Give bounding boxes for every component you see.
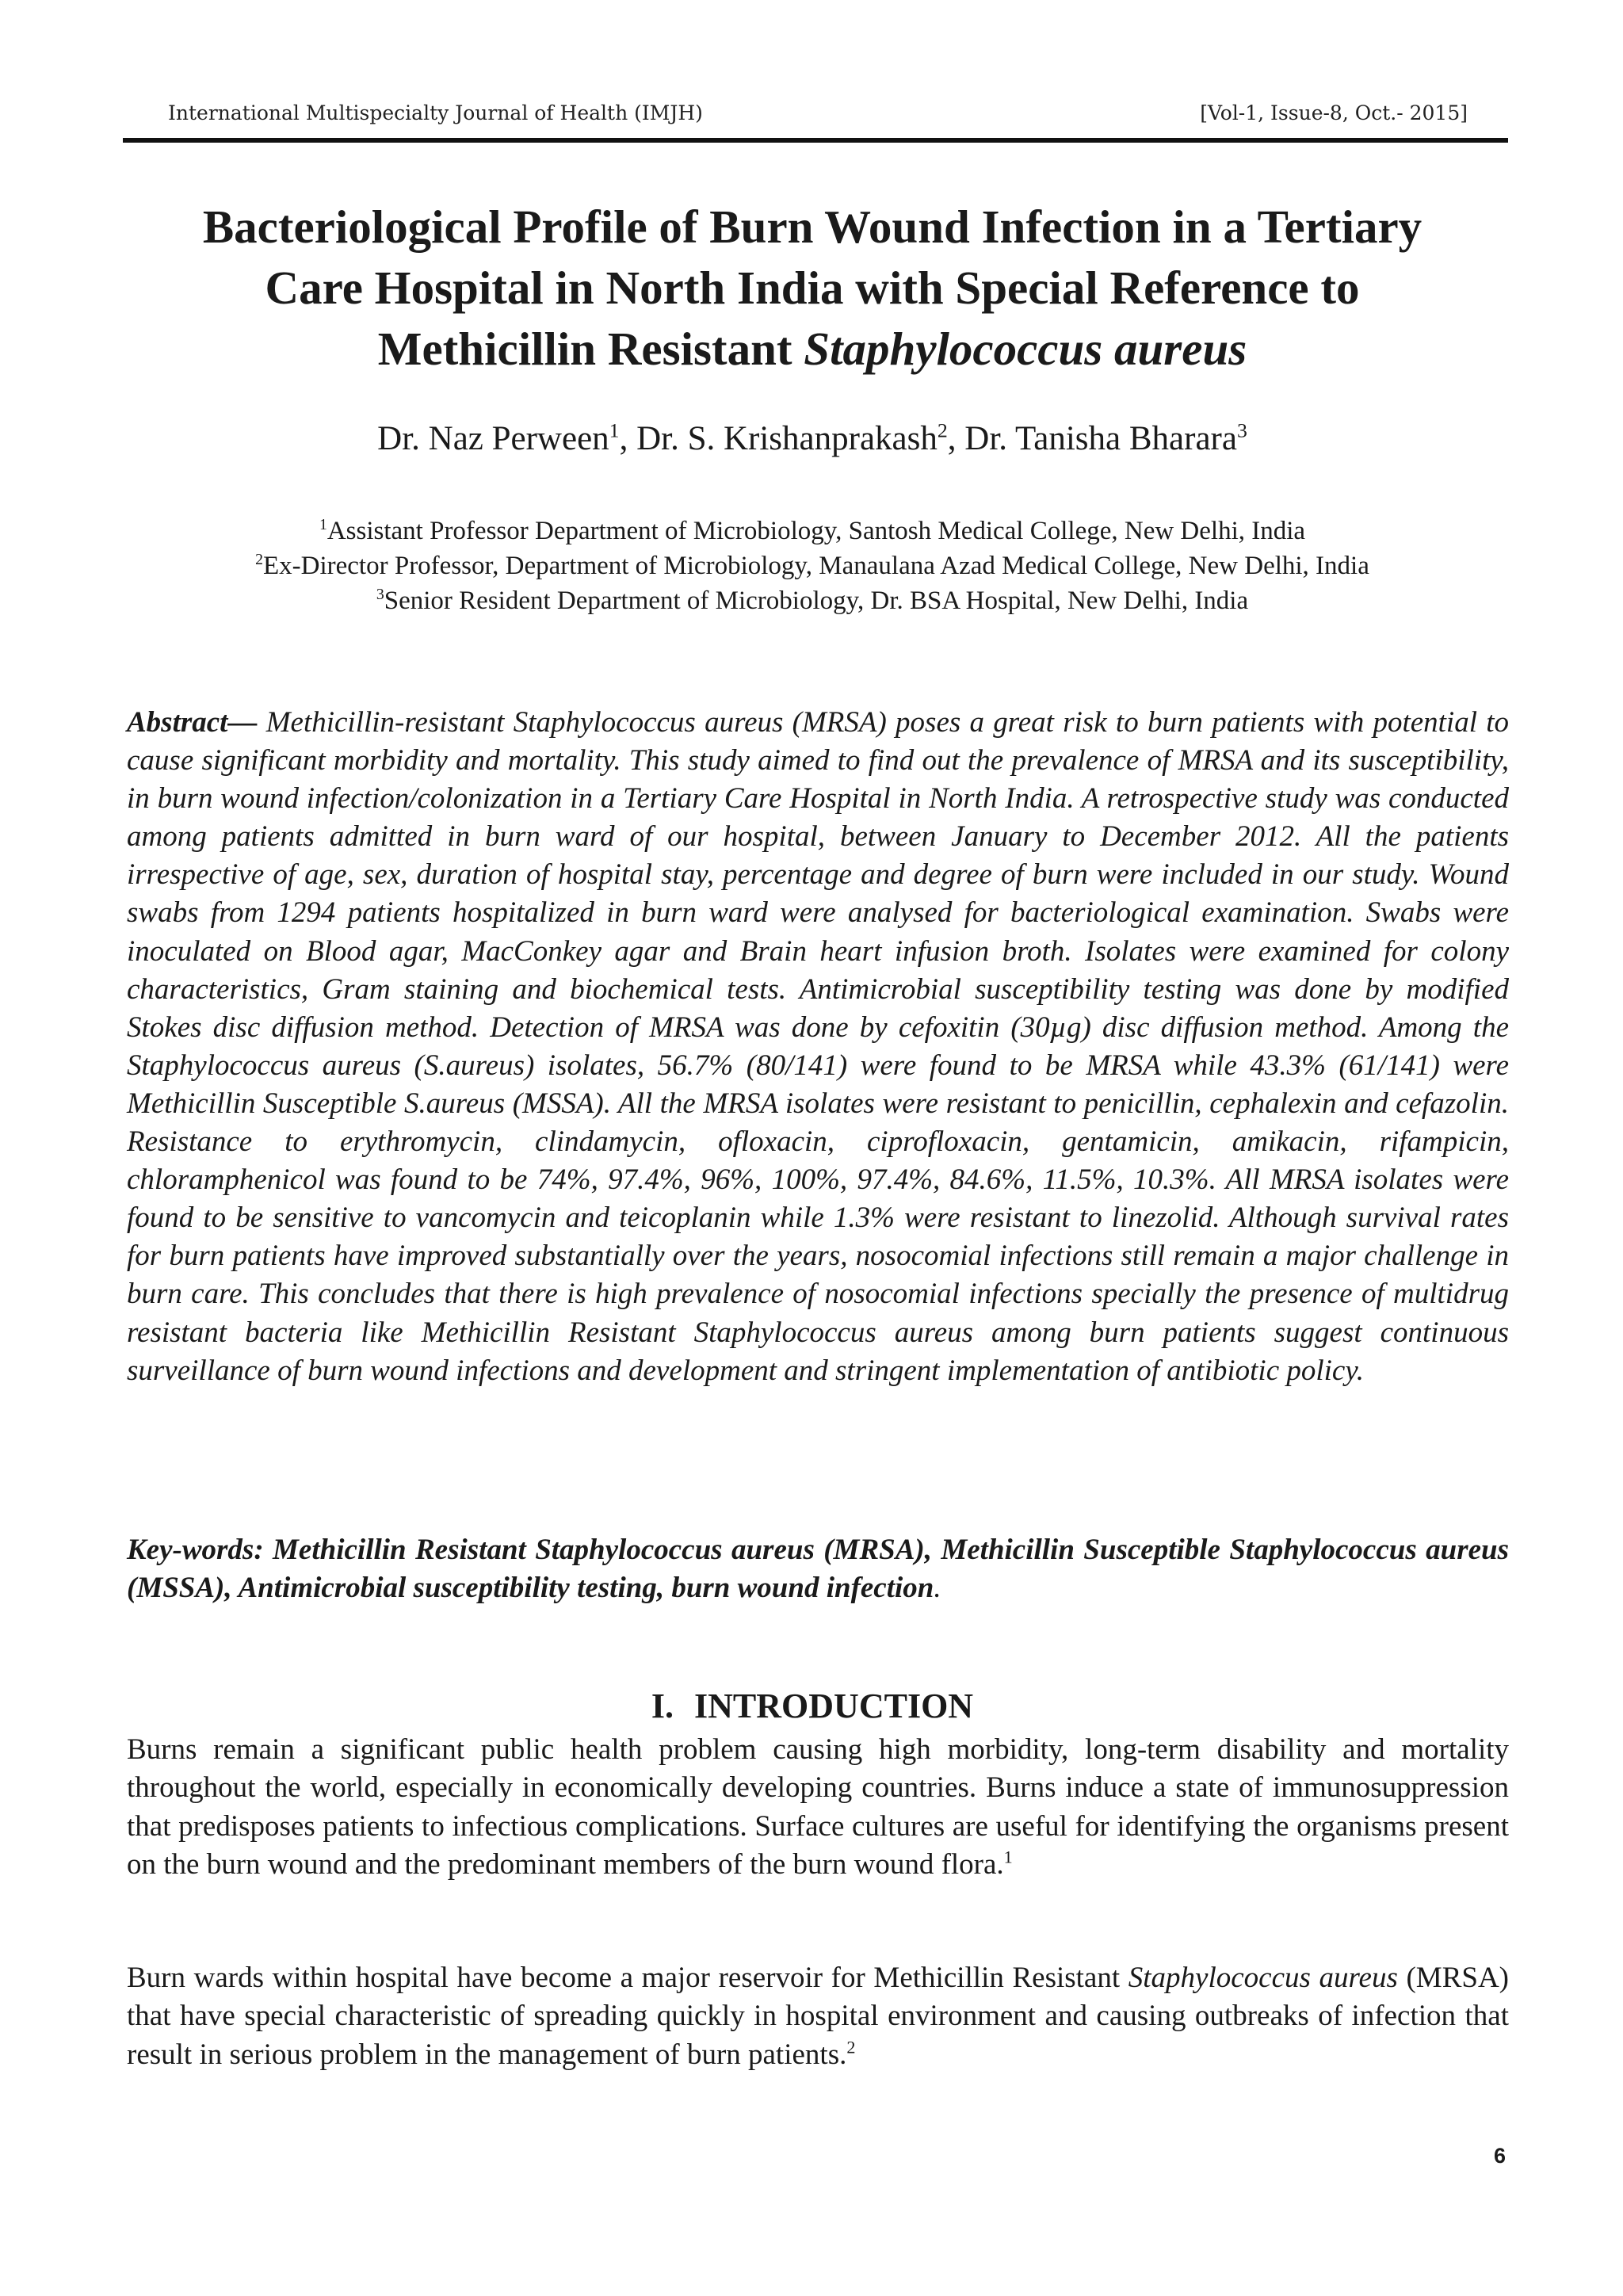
- volume-issue: [Vol-1, Issue-8, Oct.- 2015]: [1200, 101, 1468, 124]
- journal-name: International Multispecialty Journal of Health (IMJH): [168, 101, 703, 124]
- affiliation-text: Senior Resident Department of Microbiology, Dr. BSA Hospital, New Delhi, India: [384, 586, 1249, 615]
- author-affiliation-mark: 2: [937, 418, 948, 442]
- title-line-2: Care Hospital in North India with Special Reference to: [265, 262, 1360, 314]
- intro-paragraph-2: [127, 1959, 1509, 2074]
- section-title: INTRODUCTION: [694, 1687, 974, 1725]
- title-line-3-regular: Methicillin Resistant: [377, 323, 804, 375]
- intro-paragraph-1: [127, 1731, 1509, 1884]
- author-affiliation-mark: 1: [609, 418, 620, 442]
- keywords-period: .: [934, 1572, 941, 1604]
- citation-mark: 1: [1003, 1847, 1013, 1867]
- author-affiliation-mark: 3: [1236, 418, 1247, 442]
- intro-paragraph-1-text: Burns remain a significant public health problem causing high morbidity, long-term disability and mortality throughout the world, especially in economically developing countries. Burns induce a state of immunosuppression that predisposes patients to infectious complications. Surface cultures are useful for identifying the organisms present on the burn wound and the predominant members of the burn wound flora.: [127, 1733, 1509, 1881]
- affiliation-mark: 2: [255, 551, 263, 568]
- abstract: [127, 704, 1509, 1390]
- title-line-3-italic: Staphylococcus aureus: [804, 323, 1247, 375]
- title-line-3: [127, 319, 1498, 380]
- keywords-text: Key-words: Methicillin Resistant Staphylococcus aureus (MRSA), Methicillin Susceptible Staphylococcus aureus (MSSA), Antimicrobial susceptibility testing, burn wound infection: [127, 1534, 1509, 1604]
- affiliation-text: Assistant Professor Department of Microbiology, Santosh Medical College, New Delhi, India: [327, 517, 1306, 545]
- citation-mark: 2: [846, 2037, 856, 2057]
- intro-paragraph-2-text-a: Burn wards within hospital have become a major reservoir for Methicillin Resistant: [127, 1962, 1128, 1994]
- author-name: Dr. Naz Perween: [377, 420, 609, 457]
- section-heading-introduction: [127, 1684, 1498, 1729]
- paper-title: [127, 197, 1498, 380]
- affiliation-mark: 1: [319, 516, 327, 533]
- abstract-label: Abstract—: [127, 706, 258, 739]
- author-name: Dr. Tanisha Bharara: [964, 420, 1237, 457]
- affiliation: [127, 514, 1498, 548]
- header-rule: [123, 138, 1508, 143]
- intro-paragraph-2-italic: Staphylococcus aureus: [1128, 1962, 1398, 1994]
- affiliation-text: Ex-Director Professor, Department of Microbiology, Manaulana Azad Medical College, New Delhi, India: [263, 552, 1369, 580]
- abstract-text: Methicillin-resistant Staphylococcus aureus (MRSA) poses a great risk to burn patients with potential to cause significant morbidity and mortality. This study aimed to find out the prevalence of MRSA and its susceptibility, in burn wound infection/colonization in a Tertiary Care Hospital in North India. A retrospective study was conducted among patients admitted in burn ward of our hospital, between January to December 2012. All the patients irrespective of age, sex, duration of hospital stay, percentage and degree of burn were included in our study. Wound swabs from 1294 patients hospitalized in burn ward were analysed for bacteriological examination. Swabs were inoculated on Blood agar, MacConkey agar and Brain heart infusion broth. Isolates were examined for colony characteristics, Gram staining and biochemical tests. Antimicrobial susceptibility testing was done by modified Stokes disc diffusion method. Detection of MRSA was done by cefoxitin (30µg) disc diffusion method. Among the Staphylococcus aureus (S.aureus) isolates, 56.7% (80/141) were found to be MRSA while 43.3% (61/141) were Methicillin Susceptible S.aureus (MSSA). All the MRSA isolates were resistant to penicillin, cephalexin and cefazolin. Resistance to erythromycin, clindamycin, ofloxacin, ciprofloxacin, gentamicin, amikacin, rifampicin, chloramphenicol was found to be 74%, 97.4%, 96%, 100%, 97.4%, 84.6%, 11.5%, 10.3%. All MRSA isolates were found to be sensitive to vancomycin and teicoplanin while 1.3% were resistant to linezolid. Although survival rates for burn patients have improved substantially over the years, nosocomial infections still remain a major challenge in burn care. This concludes that there is high prevalence of nosocomial infections specially the presence of multidrug resistant bacteria like Methicillin Resistant Staphylococcus aureus among burn patients suggest continuous surveillance of burn wound infections and development and stringent implementation of antibiotic policy.: [127, 706, 1509, 1387]
- intro-paragraph-2-text-b: (MRSA) that have special characteristic of spreading quickly in hospital environment and causing outbreaks of infection that result in serious problem in the management of burn patients.: [127, 1962, 1509, 2071]
- section-number: I.: [651, 1687, 674, 1725]
- running-header: [168, 101, 1468, 133]
- title-line-1: Bacteriological Profile of Burn Wound Infection in a Tertiary: [202, 201, 1423, 253]
- page-number: 6: [1493, 2144, 1506, 2168]
- affiliation: [127, 583, 1498, 618]
- affiliation: [127, 548, 1498, 583]
- affiliation-list: [127, 514, 1498, 618]
- author-list: Dr. Naz Perween$^1$, Dr. S. Krishanprakash$^2$, Dr. Tanisha Bharara$^3$: [377, 418, 1247, 457]
- affiliation-mark: 3: [376, 586, 384, 603]
- keywords: [127, 1531, 1509, 1607]
- author-name: Dr. S. Krishanprakash: [636, 420, 938, 457]
